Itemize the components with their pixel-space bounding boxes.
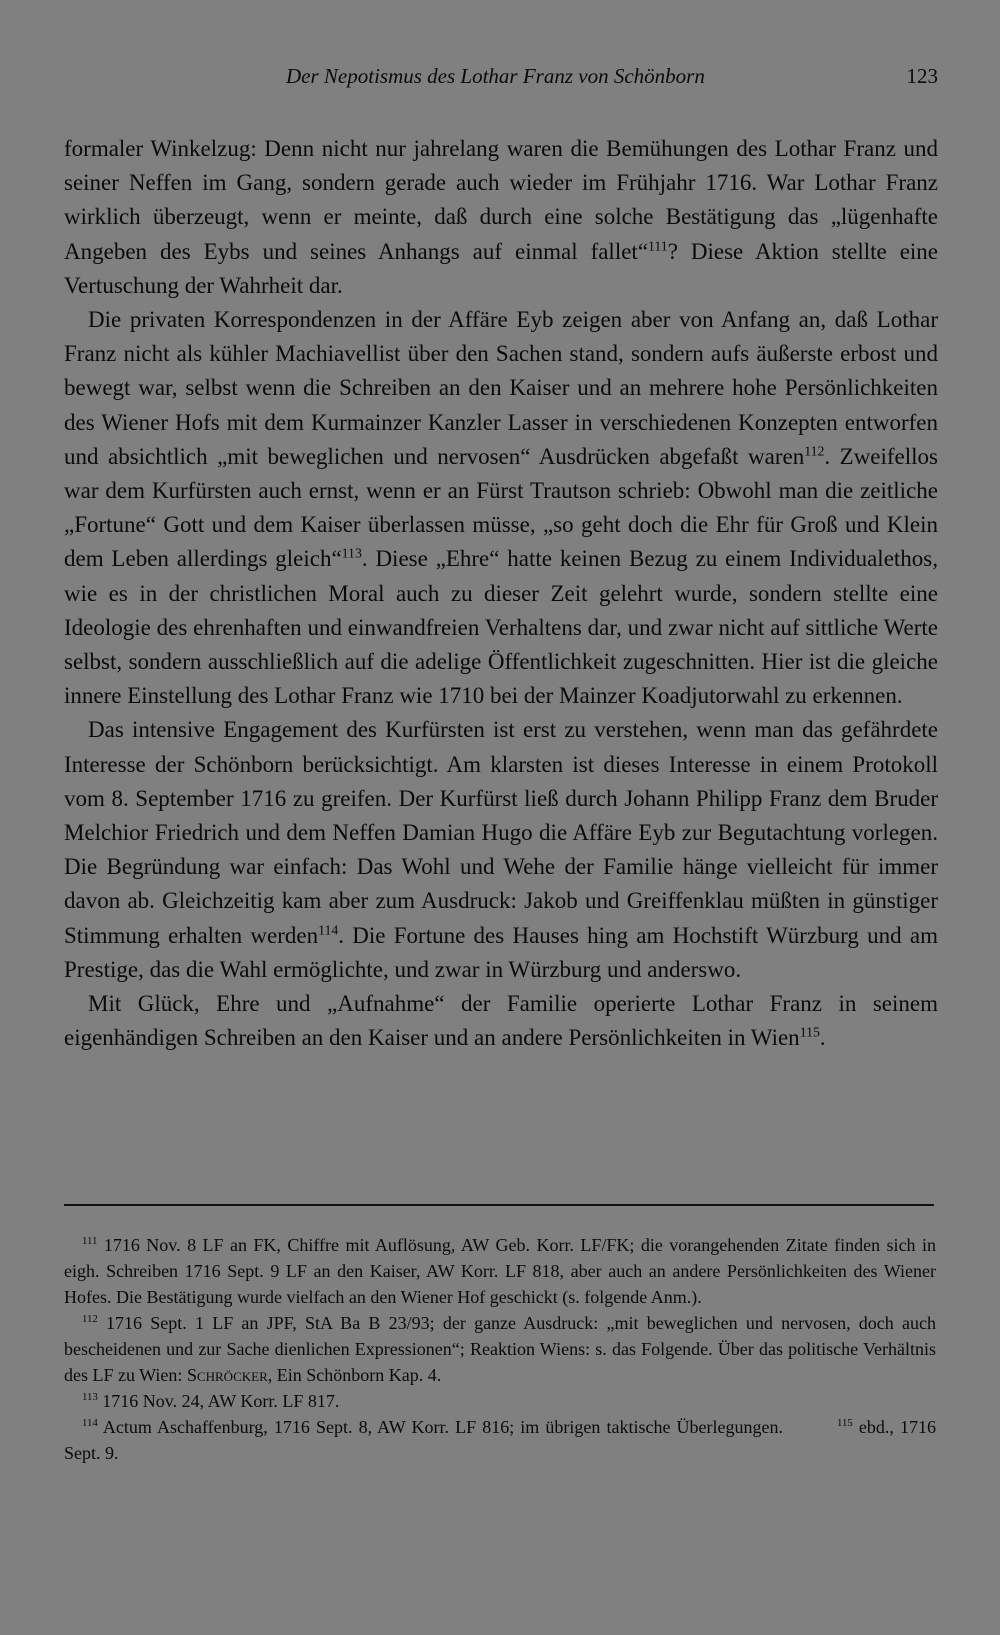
footnotes <box>64 1232 936 1466</box>
paragraph-text: formaler Winkelzug: Denn nicht nur jahrelang waren die Bemühungen des Lothar Franz und seiner Neffen im Gang, sondern gerade auch wieder im Frühjahr 1716. War Lothar Franz wirklich überzeugt, wenn er meinte, daß durch eine solche Bestätigung das „lügenhafte Angeben des Eybs und seines Anhangs auf einmal fallet“ <box>64 136 938 264</box>
footnote-112 <box>64 1310 936 1388</box>
footnote-number: 112 <box>82 1313 98 1325</box>
paragraph-text: ? Diese Aktion stellte eine Vertuschung der Wahrheit dar. <box>64 238 938 298</box>
footnote-number: 115 <box>837 1417 853 1429</box>
paragraph-4 <box>64 987 938 1055</box>
footnote-114 <box>64 1414 936 1466</box>
footnote-number: 113 <box>82 1391 98 1403</box>
footnote-separator <box>64 1204 934 1206</box>
paragraph-text: . <box>819 1025 826 1051</box>
footnote-number: 114 <box>82 1417 98 1429</box>
footnote-number: 111 <box>82 1235 98 1247</box>
footnote-ref-113[interactable]: 113 <box>341 545 362 561</box>
paragraph-text: Die privaten Korrespondenzen in der Affäre Eyb zeigen aber von Anfang an, daß Lothar Franz nicht als kühler Machiavellist über den Sachen stand, sondern aufs äußerste erbost und bewegt war, selbst wenn die Schreiben an den Kaiser und an mehrere hohe Persönlichkeiten des Wiener Hofs mit dem Kurmainzer Kanzler Lasser in verschiedenen Konzepten entworfen und absichtlich „mit beweglichen und nervosen“ Ausdrücken abgefaßt waren <box>64 307 938 469</box>
footnote-111 <box>64 1232 936 1310</box>
footnote-text: , Ein Schönborn Kap. 4. <box>267 1365 442 1385</box>
paragraph-1 <box>64 132 938 303</box>
running-title: Der Nepotismus des Lothar Franz von Schönborn <box>286 64 705 88</box>
author-name: Schröcker <box>186 1365 268 1385</box>
footnote-text: 1716 Sept. 1 LF an JPF, StA Ba B 23/93; der ganze Ausdruck: „mit beweglichen und nervosen, doch auch bescheidenen und zur Sache dienlichen Expressionen“; Reaktion Wiens: s. das Folgende. Über das politische Verhältnis des LF zu Wien: <box>64 1313 936 1385</box>
paragraph-text: Das intensive Engagement des Kurfürsten ist erst zu verstehen, wenn man das gefährdete Interesse der Schönborn berücksichtigt. Am klarsten ist dieses Interesse in einem Protokoll vom 8. September 1716 zu greifen. Der Kurfürst ließ durch Johann Philipp Franz dem Bruder Melchior Friedrich und dem Neffen Damian Hugo die Affäre Eyb zur Begutachtung vorlegen. Die Begründung war einfach: Das Wohl und Wehe der Familie hänge vielleicht für immer davon ab. Gleichzeitig kam aber zum Ausdruck: Jakob und Greiffenklau müßten in günstiger Stimmung erhalten werden <box>64 717 938 948</box>
paragraph-text: . Die Fortune des Hauses hing am Hochstift Würzburg und am Prestige, das die Wahl ermöglichte, und zwar in Würzburg und anderswo. <box>64 922 938 982</box>
page-number: 123 <box>906 64 938 88</box>
footnote-text: 1716 Nov. 24, AW Korr. LF 817. <box>97 1391 340 1411</box>
footnote-ref-111[interactable]: 111 <box>648 237 668 253</box>
footnote-113 <box>64 1388 936 1414</box>
main-text <box>64 132 938 1055</box>
paragraph-3 <box>64 713 938 987</box>
paragraph-text: . Diese „Ehre“ hatte keinen Bezug zu einem Individualethos, wie es in der christlichen Moral auch zu dieser Zeit gelehrt wurde, sondern stellte eine Ideologie des ehrenhaften und einwandfreien Verhaltens dar, und zwar nicht auf sittliche Werte selbst, sondern ausschließlich auf die adelige Öffentlichkeit zugeschnitten. Hier ist die gleiche innere Einstellung des Lothar Franz wie 1710 bei der Mainzer Koadjutorwahl zu erkennen. <box>64 546 938 709</box>
paragraph-2 <box>64 303 938 713</box>
footnote-text: ebd., 1716 Sept. 9. <box>64 1417 936 1463</box>
paragraph-text: . Zweifellos war dem Kurfürsten auch ernst, wenn er an Fürst Trautson schrieb: Obwohl man die zeitliche „Fortune“ Gott und dem Kaiser überlassen müsse, „so geht doch die Ehr für Groß und Klein dem Leben allerdings gleich“ <box>64 443 938 572</box>
footnote-text: Actum Aschaffenburg, 1716 Sept. 8, AW Korr. LF 816; im übrigen taktische Überlegungen. <box>97 1417 784 1437</box>
footnote-ref-114[interactable]: 114 <box>318 922 339 938</box>
footnote-ref-115[interactable]: 115 <box>799 1024 820 1040</box>
running-header <box>66 64 938 98</box>
footnote-text: 1716 Nov. 8 LF an FK, Chiffre mit Auflösung, AW Geb. Korr. LF/FK; die vorangehenden Zitate finden sich in eigh. Schreiben 1716 Sept. 9 LF an den Kaiser, AW Korr. LF 818, aber auch an andere Persönlichkeiten des Wiener Hofes. Die Bestätigung wurde vielfach an den Wiener Hof geschickt (s. folgende Anm.). <box>64 1235 936 1307</box>
footnote-ref-112[interactable]: 112 <box>804 443 825 459</box>
paragraph-text: Mit Glück, Ehre und „Aufnahme“ der Familie operierte Lothar Franz in seinem eigenhändigen Schreiben an den Kaiser und an andere Persönlichkeiten in Wien <box>64 991 938 1051</box>
